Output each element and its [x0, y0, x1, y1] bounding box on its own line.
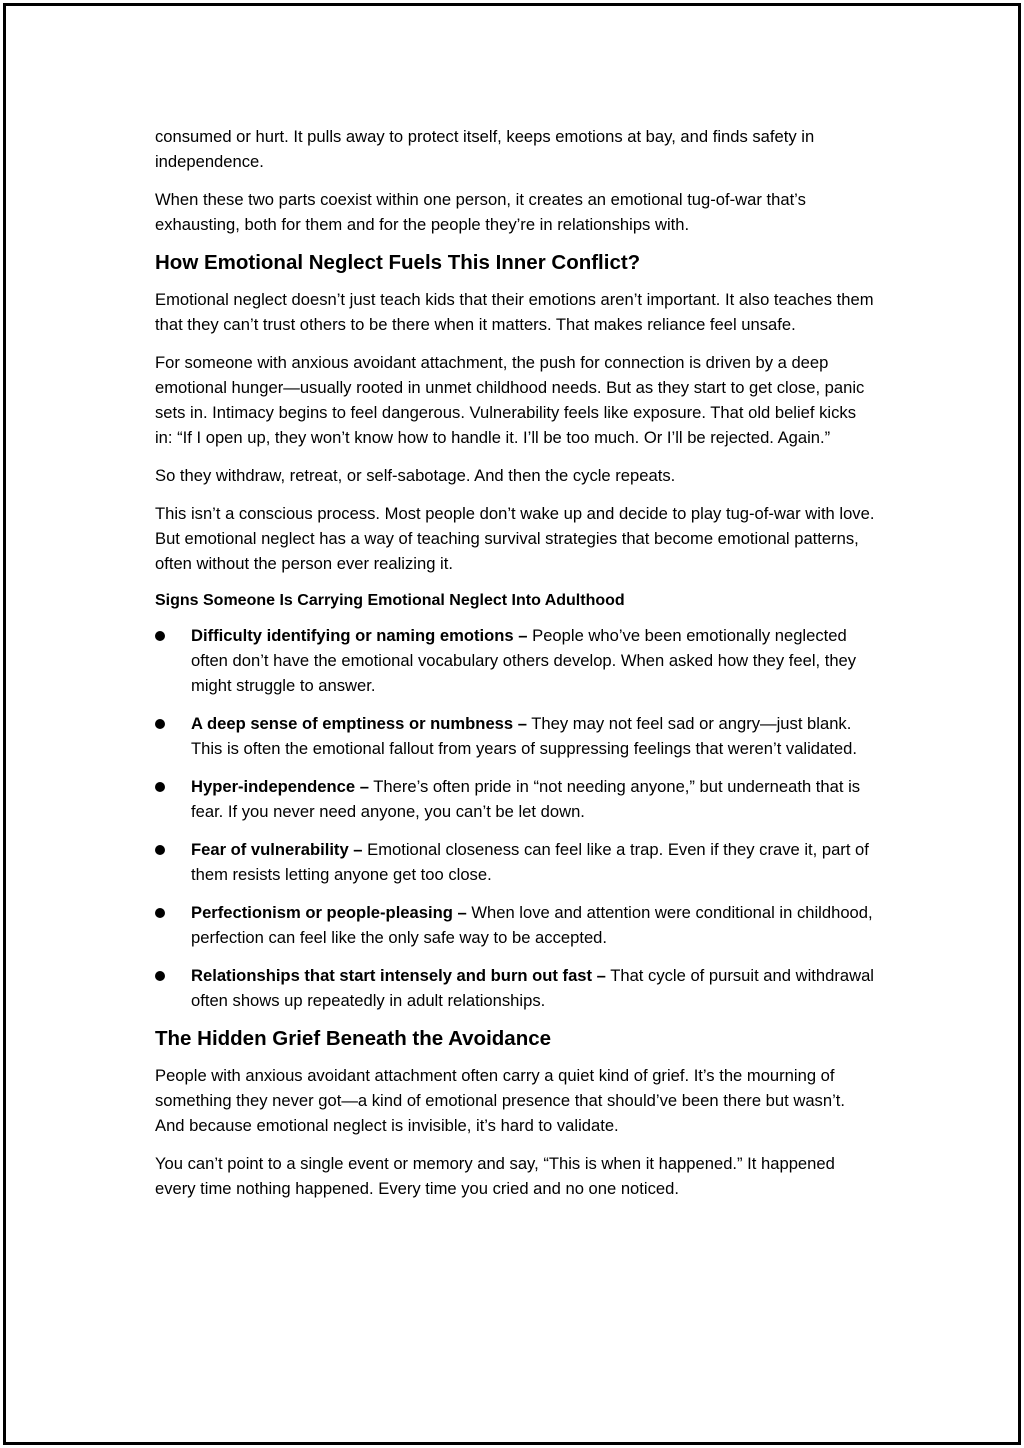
- bullet-icon: [155, 971, 165, 981]
- paragraph: When these two parts coexist within one person, it creates an emotional tug-of-war that’s exhausting, both for them and for the people they’re in relationships with.: [155, 190, 806, 234]
- list-item: [155, 774, 877, 824]
- list-item-text: They may not feel sad or angry—just blank. This is often the emotional fallout from years of suppressing feelings that weren’t validated.: [191, 714, 857, 758]
- subsection-heading: Signs Someone Is Carrying Emotional Neglect Into Adulthood: [155, 592, 625, 609]
- list-item: [155, 837, 877, 887]
- document-body: [155, 124, 877, 1214]
- bullet-icon: [155, 908, 165, 918]
- list-item: [155, 711, 877, 761]
- section-heading: How Emotional Neglect Fuels This Inner Conflict?: [155, 251, 641, 274]
- bullet-icon: [155, 782, 165, 792]
- list-item-text: There’s often pride in “not needing anyone,” but underneath that is fear. If you never need anyone, you can’t be let down.: [191, 777, 861, 821]
- list-item-term: A deep sense of emptiness or numbness –: [191, 714, 527, 733]
- list-item-text: When love and attention were conditional in childhood, perfection can feel like the only safe way to be accepted.: [191, 903, 873, 947]
- paragraph: You can’t point to a single event or memory and say, “This is when it happened.” It happened every time nothing happened. Every time you cried and no one noticed.: [155, 1154, 835, 1198]
- section-heading: The Hidden Grief Beneath the Avoidance: [155, 1027, 552, 1050]
- bullet-icon: [155, 719, 165, 729]
- paragraph: People with anxious avoidant attachment often carry a quiet kind of grief. It’s the mourning of something they never got—a kind of emotional presence that should’ve been there but wasn’t. And because emotional neglect is invisible, it’s hard to validate.: [155, 1066, 845, 1135]
- signs-list: [155, 623, 877, 1013]
- bullet-icon: [155, 845, 165, 855]
- list-item: [155, 963, 877, 1013]
- list-item-text: People who’ve been emotionally neglected often don’t have the emotional vocabulary others develop. When asked how they feel, they might struggle to answer.: [191, 626, 857, 695]
- list-item-term: Difficulty identifying or naming emotions –: [191, 626, 528, 645]
- list-item: [155, 900, 877, 950]
- paragraph: consumed or hurt. It pulls away to protect itself, keeps emotions at bay, and finds safety in independence.: [155, 127, 815, 171]
- list-item-text: That cycle of pursuit and withdrawal often shows up repeatedly in adult relationships.: [191, 966, 874, 1010]
- list-item-term: Relationships that start intensely and burn out fast –: [191, 966, 606, 985]
- list-item-term: Hyper-independence –: [191, 777, 369, 796]
- list-item-term: Fear of vulnerability –: [191, 840, 363, 859]
- list-item: [155, 623, 877, 698]
- list-item-term: Perfectionism or people-pleasing –: [191, 903, 467, 922]
- list-item-text: Emotional closeness can feel like a trap. Even if they crave it, part of them resists letting anyone get too close.: [191, 840, 869, 884]
- paragraph: This isn’t a conscious process. Most people don’t wake up and decide to play tug-of-war with love. But emotional neglect has a way of teaching survival strategies that become emotional patterns, often without the person ever realizing it.: [155, 504, 875, 573]
- paragraph: For someone with anxious avoidant attachment, the push for connection is driven by a deep emotional hunger—usually rooted in unmet childhood needs. But as they start to get close, panic sets in. Intimacy begins to feel dangerous. Vulnerability feels like exposure. That old belief kicks in: “If I open up, they won’t know how to handle it. I’ll be too much. Or I’ll be rejected. Again.”: [155, 353, 865, 447]
- paragraph: So they withdraw, retreat, or self-sabotage. And then the cycle repeats.: [155, 466, 676, 485]
- paragraph: Emotional neglect doesn’t just teach kids that their emotions aren’t important. It also teaches them that they can’t trust others to be there when it matters. That makes reliance feel unsafe.: [155, 290, 874, 334]
- bullet-icon: [155, 631, 165, 641]
